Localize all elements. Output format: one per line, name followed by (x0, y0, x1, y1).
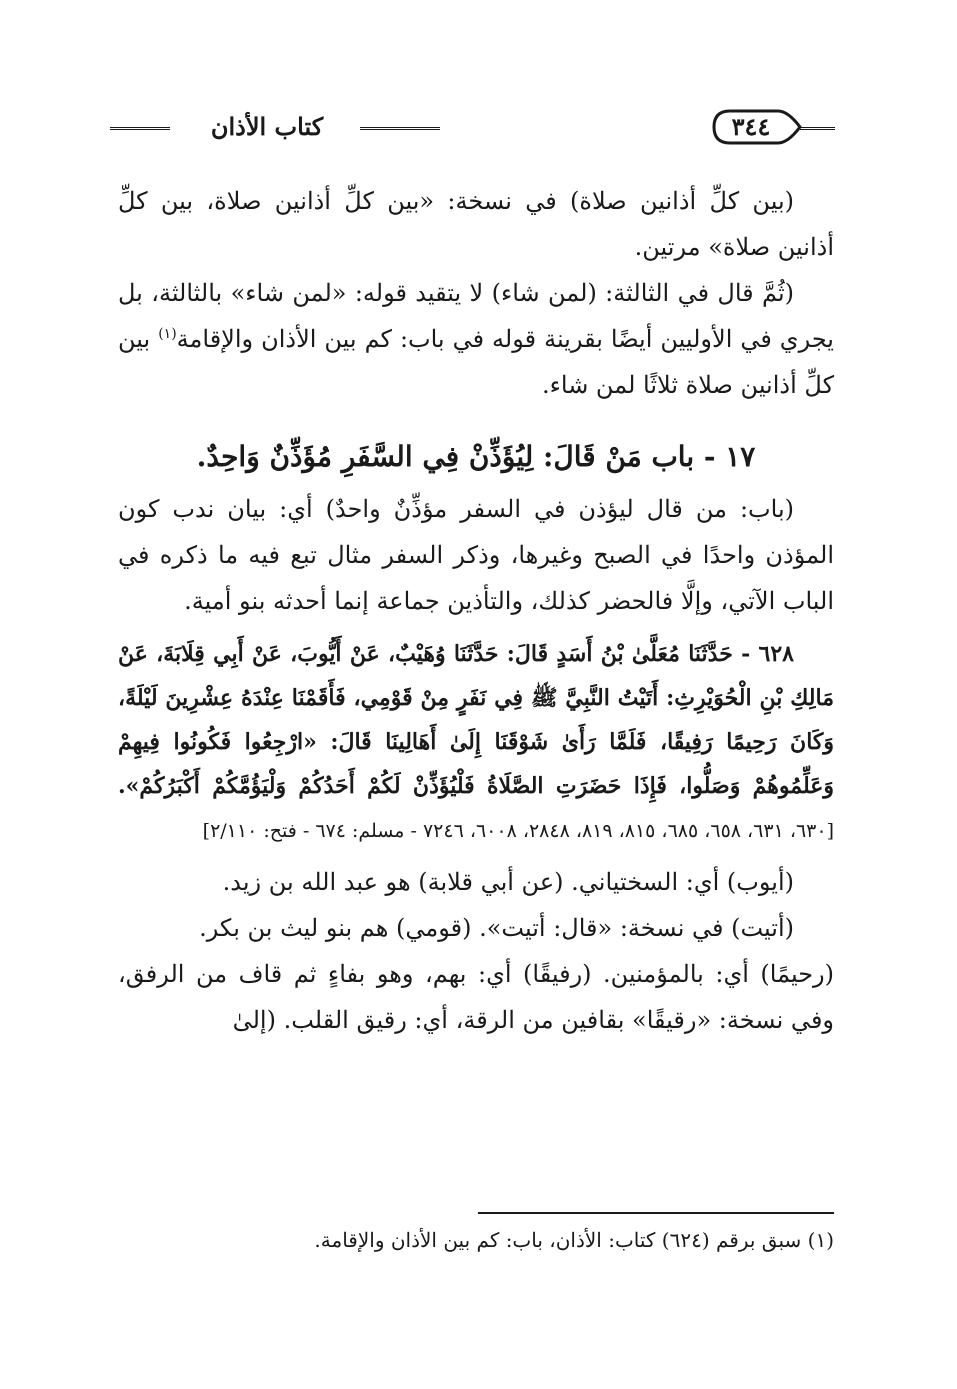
footnote-marker: (١) (158, 326, 177, 342)
hadith-body: ٦٢٨ - حَدَّثَنَا مُعَلَّىٰ بْنُ أَسَدٍ قَالَ: حَدَّثَنَا وُهَيْبٌ، عَنْ أَيُّوبَ، عَنْ أَبِي قِلَابَةَ، عَنْ مَالِكِ بْنِ الْحُوَيْرِثِ: أَتَيْتُ النَّبِيَّ ﷺ فِي نَفَرٍ مِنْ قَوْمِي، فَأَقَمْنَا عِنْدَهُ عِشْرِينَ لَيْلَةً، وَكَانَ رَحِيمًا رَفِيقًا، فَلَمَّا رَأَىٰ شَوْقَنَا إِلَىٰ أَهَالِينَا قَالَ: «ارْجِعُوا فَكُونُوا فِيهِمْ وَعَلِّمُوهُمْ وَصَلُّوا، فَإِذَا حَضَرَتِ الصَّلَاةُ فَلْيُؤَذِّنْ لَكُمْ أَحَدُكُمْ وَلْيَؤُمَّكُمْ أَكْبَرُكُمْ». (118, 641, 834, 799)
page-number-badge (710, 108, 802, 146)
footnote: (١) سبق برقم (٦٢٤) كتاب: الأذان، باب: كم بين الأذان والإقامة. (314, 1228, 834, 1252)
paragraph-text: (ثُمَّ قال في الثالثة: (لمن شاء) لا يتقيد قوله: «لمن شاء» بالثالثة، بل يجري في الأوليين أيضًا بقرينة قوله في باب: كم بين الأذان والإقامة (118, 279, 834, 353)
hadith-text (118, 632, 834, 853)
main-text (118, 178, 834, 1043)
page-number: ٣٤٤ (731, 112, 771, 141)
section-heading: ١٧ - باب مَنْ قَالَ: لِيُؤَذِّنْ فِي السَّفَرِ مُؤَذِّنٌ وَاحِدٌ. (196, 440, 756, 473)
paragraph-text: بين كلِّ أذانين صلاة ثلاثًا لمن شاء. (118, 325, 834, 399)
commentary-line: (رحيمًا) أي: بالمؤمنين. (رفيقًا) أي: بهم، وهو بفاءٍ ثم قاف من الرفق، وفي نسخة: «رقيقًا» بقافين من الرقة، أي: رقيق القلب. (إلىٰ (118, 960, 834, 1034)
paragraph: (بين كلِّ أذانين صلاة) في نسخة: «بين كلِّ أذانين صلاة، بين كلِّ أذانين صلاة» مرتين. (118, 187, 834, 261)
header-rule-right (800, 127, 835, 130)
section-commentary: (باب: من قال ليؤذن في السفر مؤذِّنٌ واحدٌ) أي: بيان ندب كون المؤذن واحدًا في الصبح وغيرها، وذكر السفر مثال تبع فيه ما ذكره في الباب الآتي، وإلَّا فالحضر كذلك، والتأذين جماعة إنما أحدثه بنو أمية. (118, 495, 834, 615)
commentary-line: (أيوب) أي: السختياني. (عن أبي قلابة) هو عبد الله بن زيد. (222, 868, 794, 896)
header-rule-left (110, 127, 170, 130)
paragraph (118, 270, 834, 408)
book-title: كتاب الأذان (210, 112, 324, 141)
hadith-references: [٦٣٠، ٦٣١، ٦٥٨، ٦٨٥، ٨١٥، ٨١٩، ٢٨٤٨، ٦٠٠٨، ٧٢٤٦ - مسلم: ٦٧٤ - فتح: ٢/١١٠] (202, 820, 834, 842)
header-rule-middle (360, 127, 440, 130)
footnote-separator (478, 1212, 834, 1214)
running-header (110, 108, 835, 150)
commentary-line: (أتيت) في نسخة: «قال: أتيت». (قومي) هم بنو ليث بن بكر. (199, 914, 794, 942)
